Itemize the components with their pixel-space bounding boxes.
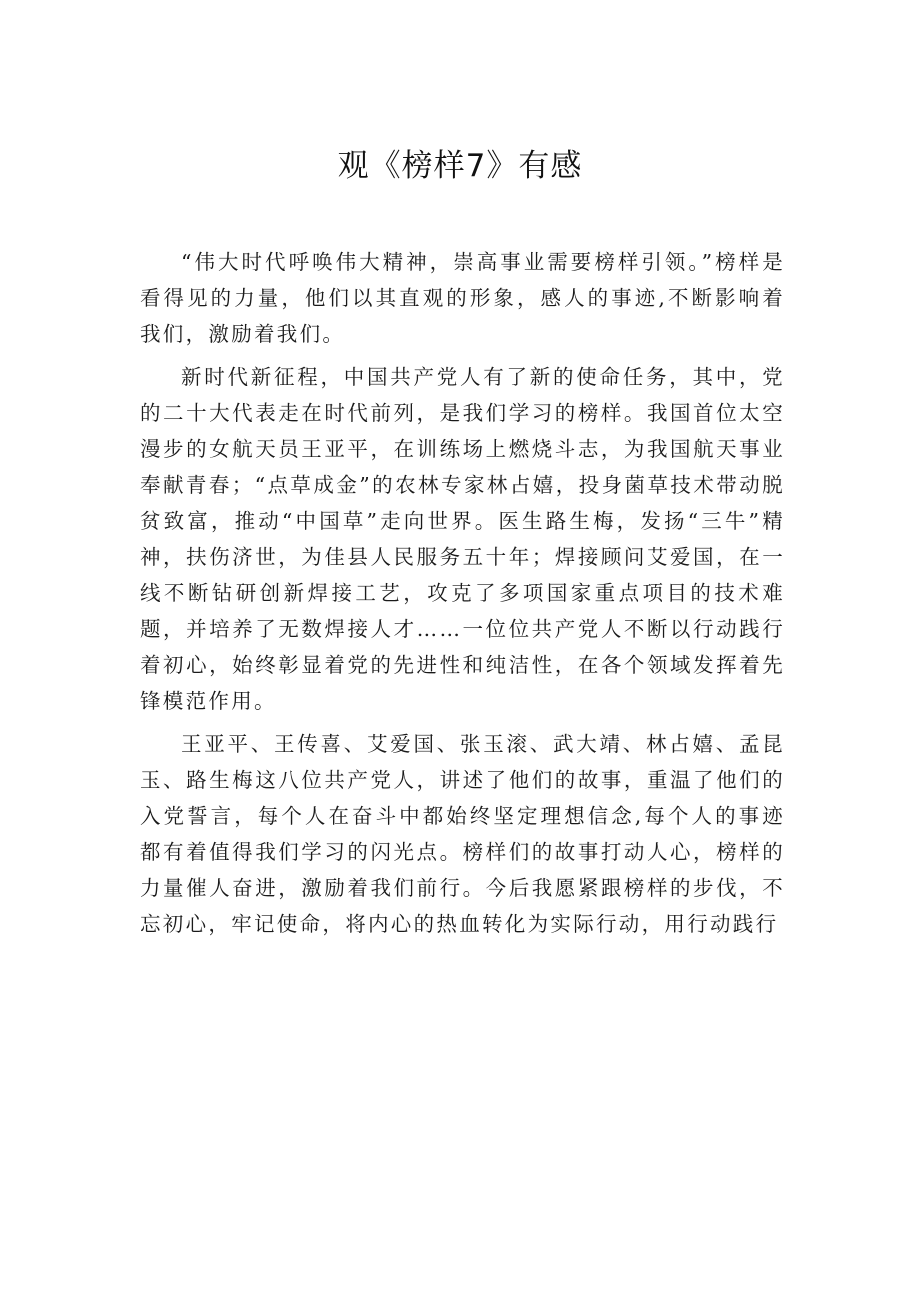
paragraph-2: 新时代新征程，中国共产党人有了新的使命任务，其中，党的二十大代表走在时代前列，是我们学习的榜样。我国首位太空漫步的女航天员王亚平，在训练场上燃烧斗志，为我国航天事业奉献青春；“点草成金”的农林专家林占嬉，投身菌草技术带动脱贫致富，推动“中国草”走向世界。医生路生梅，发扬“三牛”精神，扶伤济世，为佳县人民服务五十年；焊接顾问艾爱国，在一线不断钻研创新焊接工艺，攻克了多项国家重点项目的技术难题，并培养了无数焊接人才……一位位共产党人不断以行动践行着初心，始终彰显着党的先进性和纯洁性，在各个领域发挥着先锋模范作用。: [140, 365, 785, 713]
document-body: [140, 244, 785, 949]
document-title: 观《榜样7》有感: [337, 148, 583, 184]
paragraph-3: 王亚平、王传喜、艾爱国、张玉滚、武大靖、林占嬉、孟昆玉、路生梅这八位共产党人，讲述了他们的故事，重温了他们的入党誓言，每个人在奋斗中都始终坚定理想信念,每个人的事迹都有着值得我们学习的闪光点。榜样们的故事打动人心，榜样的力量催人奋进，激励着我们前行。今后我愿紧跟榜样的步伐，不忘初心，牢记使命，将内心的热血转化为实际行动，用行动践行: [140, 732, 785, 936]
paragraph-1: “伟大时代呼唤伟大精神，崇高事业需要榜样引领。”榜样是看得见的力量，他们以其直观的形象，感人的事迹,不断影响着我们，激励着我们。: [140, 250, 785, 346]
